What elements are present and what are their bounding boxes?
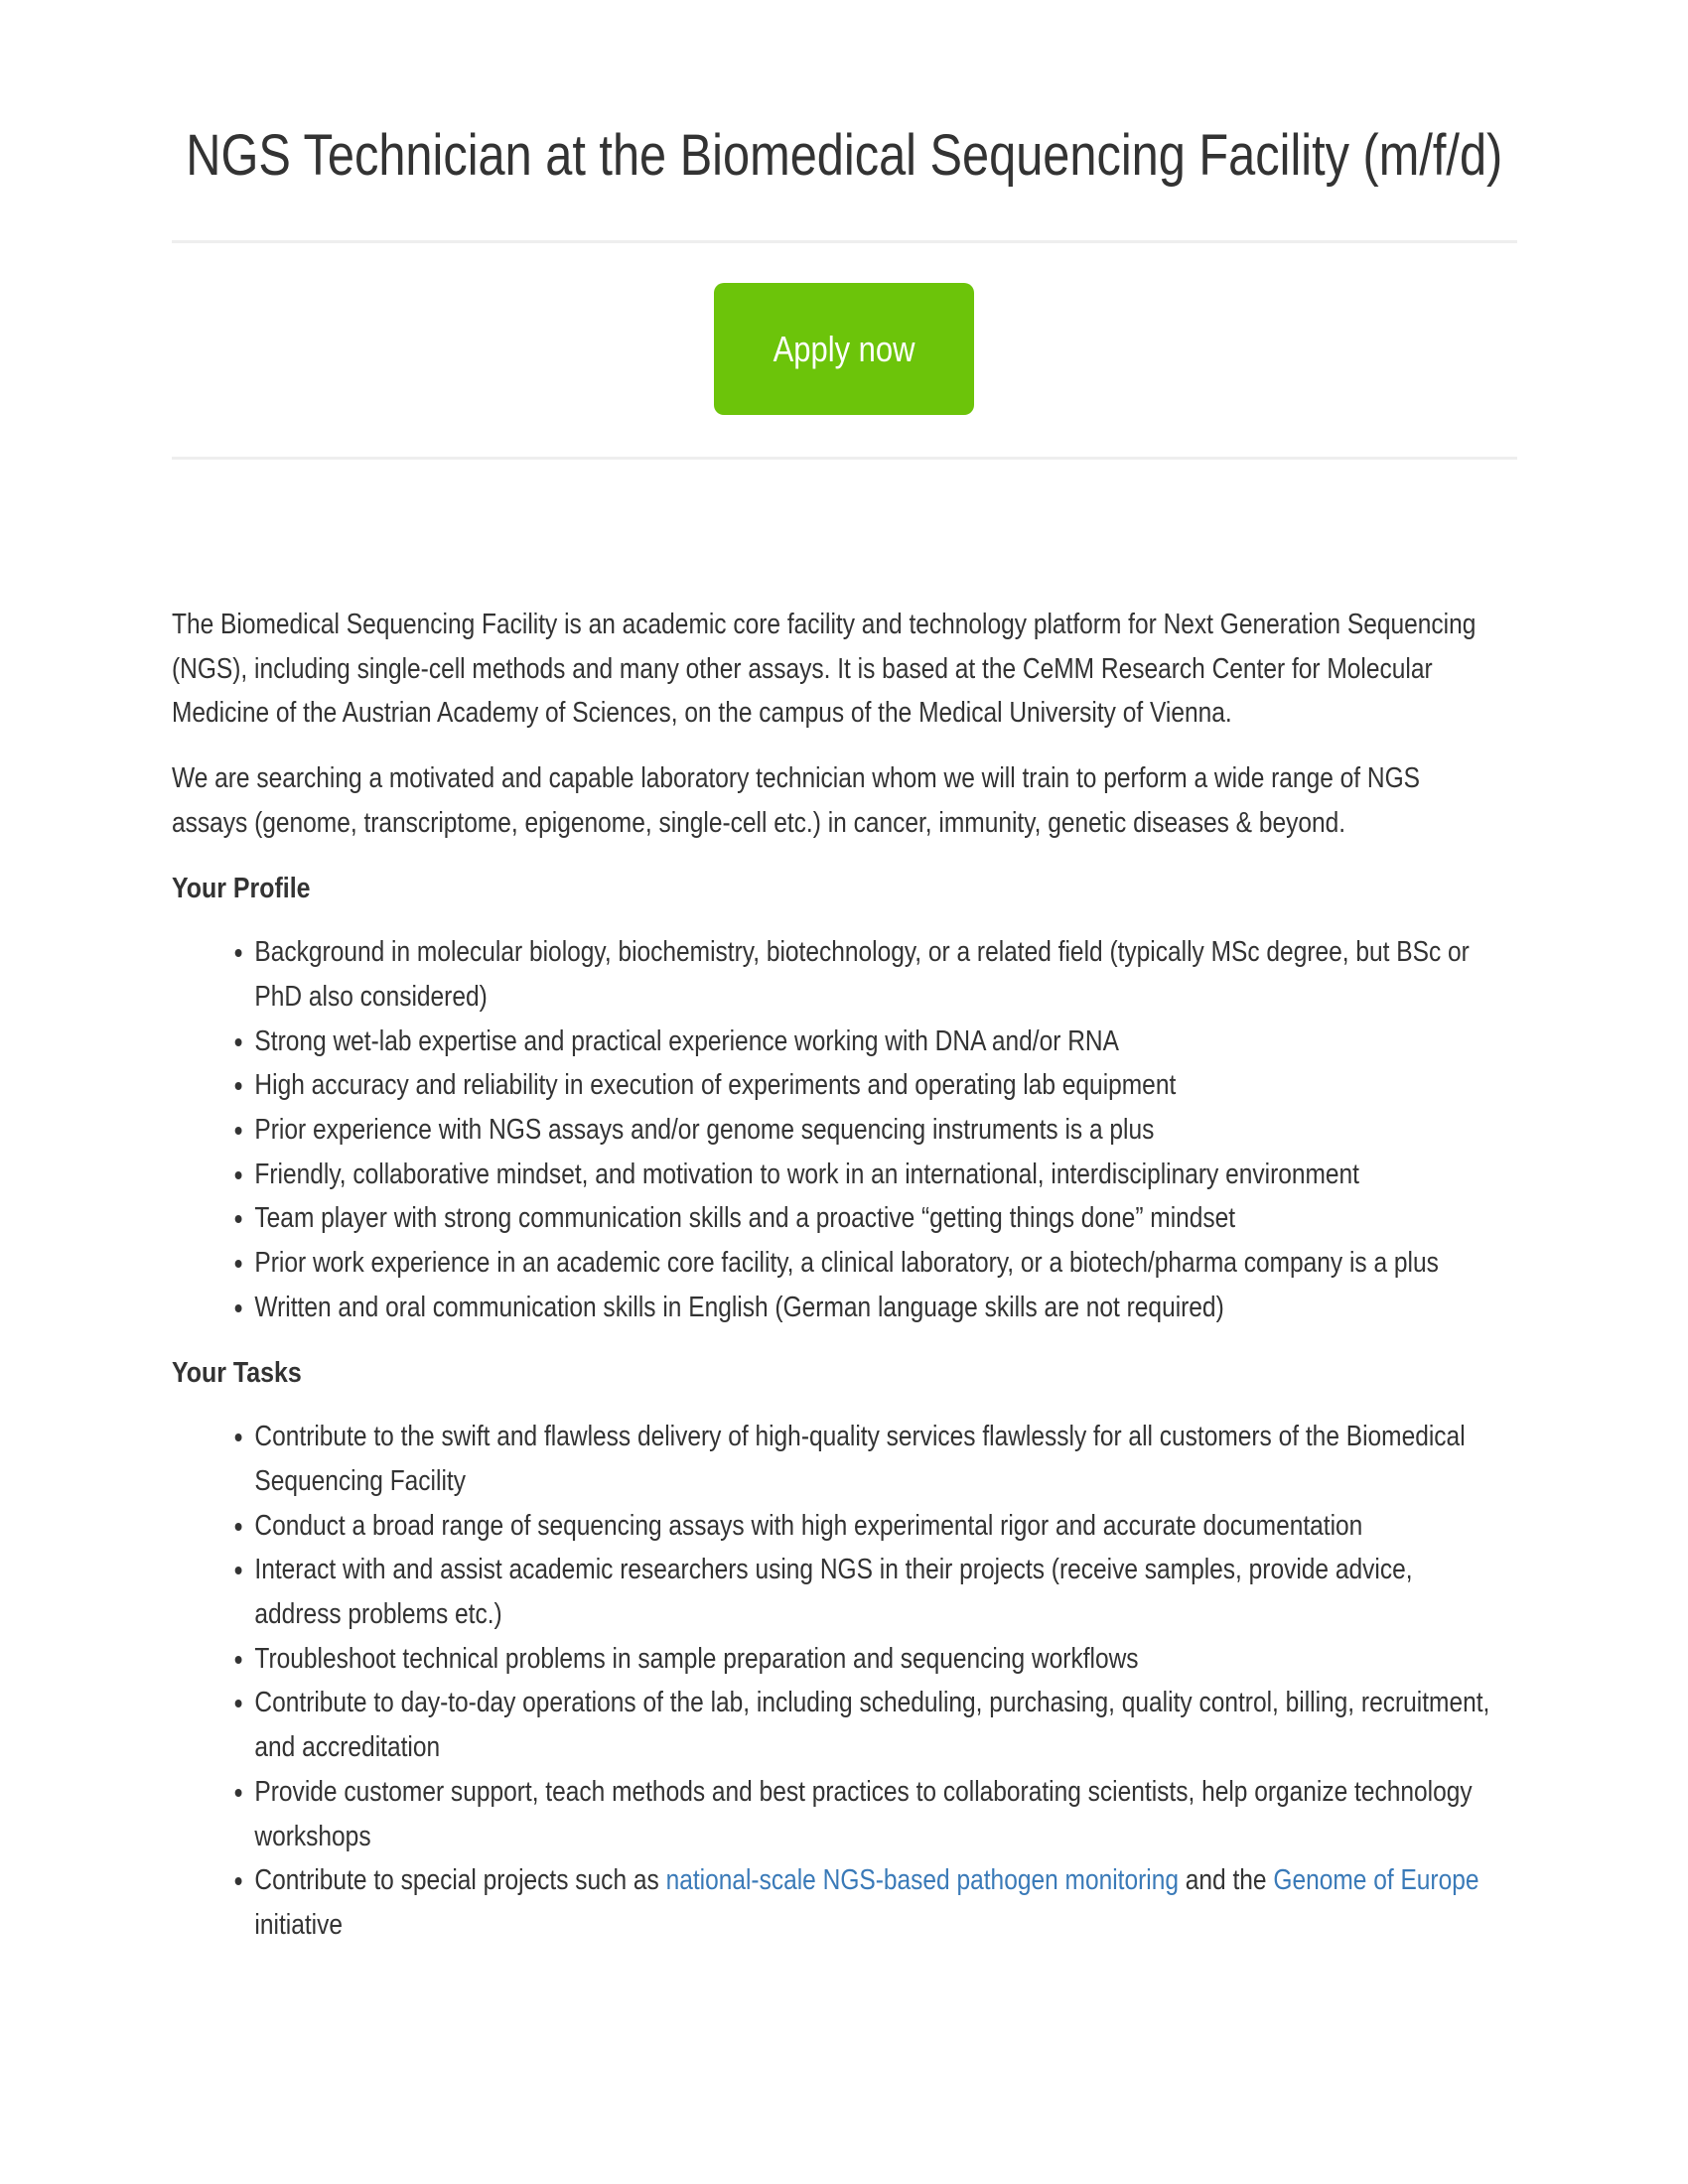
apply-now-button[interactable] xyxy=(714,283,974,415)
page-title: NGS Technician at the Biomedical Sequencing Facility (m/f/d) xyxy=(186,123,1502,188)
list-item: • Background in molecular biology, biochemistry, biotechnology, or a related field (typically MSc degree, but BSc or PhD also considered) xyxy=(254,930,1501,1019)
list-item: • Prior work experience in an academic core facility, a clinical laboratory, or a biotech/pharma company is a plus xyxy=(254,1241,1501,1286)
profile-heading: Your Profile xyxy=(172,872,311,904)
list-item: • Prior experience with NGS assays and/or genome sequencing instruments is a plus xyxy=(254,1108,1501,1153)
list-item-text: and the xyxy=(1178,1864,1274,1897)
list-item: • Friendly, collaborative mindset, and motivation to work in an international, interdisciplinary environment xyxy=(254,1153,1501,1197)
intro-paragraph: We are searching a motivated and capable laboratory technician whom we will train to perform a wide range of NGS assays (genome, transcriptome, epigenome, single-cell etc.) in cancer, immunity, genetic diseases & beyond. xyxy=(172,762,1421,839)
list-item: • Troubleshoot technical problems in sample preparation and sequencing workflows xyxy=(254,1637,1501,1682)
tasks-heading: Your Tasks xyxy=(172,1356,302,1389)
list-item: • High accuracy and reliability in execution of experiments and operating lab equipment xyxy=(254,1063,1501,1108)
profile-list xyxy=(172,930,1502,1329)
list-item: • Team player with strong communication skills and a proactive “getting things done” mindset xyxy=(254,1196,1501,1241)
divider xyxy=(172,457,1517,460)
tasks-list xyxy=(172,1415,1502,1947)
list-item: • Provide customer support, teach methods and best practices to collaborating scientists, help organize technology workshops xyxy=(254,1770,1501,1858)
intro-paragraph: The Biomedical Sequencing Facility is an academic core facility and technology platform for Next Generation Sequencing (NGS), including single-cell methods and many other assays. It is based at the CeMM Research Center for Molecular Medicine of the Austrian Academy of Sciences, on the campus of the Medical University of Vienna. xyxy=(172,609,1477,730)
list-item xyxy=(254,1858,1501,1947)
list-item-text: initiative xyxy=(254,1908,343,1941)
list-item: • Conduct a broad range of sequencing assays with high experimental rigor and accurate documentation xyxy=(254,1504,1501,1549)
divider xyxy=(172,240,1517,243)
list-item: • Contribute to day-to-day operations of the lab, including scheduling, purchasing, quality control, billing, recruitment, and accreditation xyxy=(254,1681,1501,1769)
list-item: • Contribute to the swift and flawless delivery of high-quality services flawlessly for all customers of the Biomedical Sequencing Facility xyxy=(254,1415,1501,1503)
genome-of-europe-link[interactable]: Genome of Europe xyxy=(1273,1864,1479,1897)
list-item: • Strong wet-lab expertise and practical experience working with DNA and/or RNA xyxy=(254,1020,1501,1064)
list-item: • Written and oral communication skills in English (German language skills are not required) xyxy=(254,1286,1501,1330)
job-description xyxy=(172,603,1502,1969)
list-item-text: Contribute to special projects such as xyxy=(254,1864,666,1897)
page-header xyxy=(0,121,1688,191)
list-item: • Interact with and assist academic researchers using NGS in their projects (receive samples, provide advice, address problems etc.) xyxy=(254,1548,1501,1636)
pathogen-monitoring-link[interactable]: national-scale NGS-based pathogen monitoring xyxy=(665,1864,1179,1897)
apply-now-label: Apply now xyxy=(773,328,915,369)
